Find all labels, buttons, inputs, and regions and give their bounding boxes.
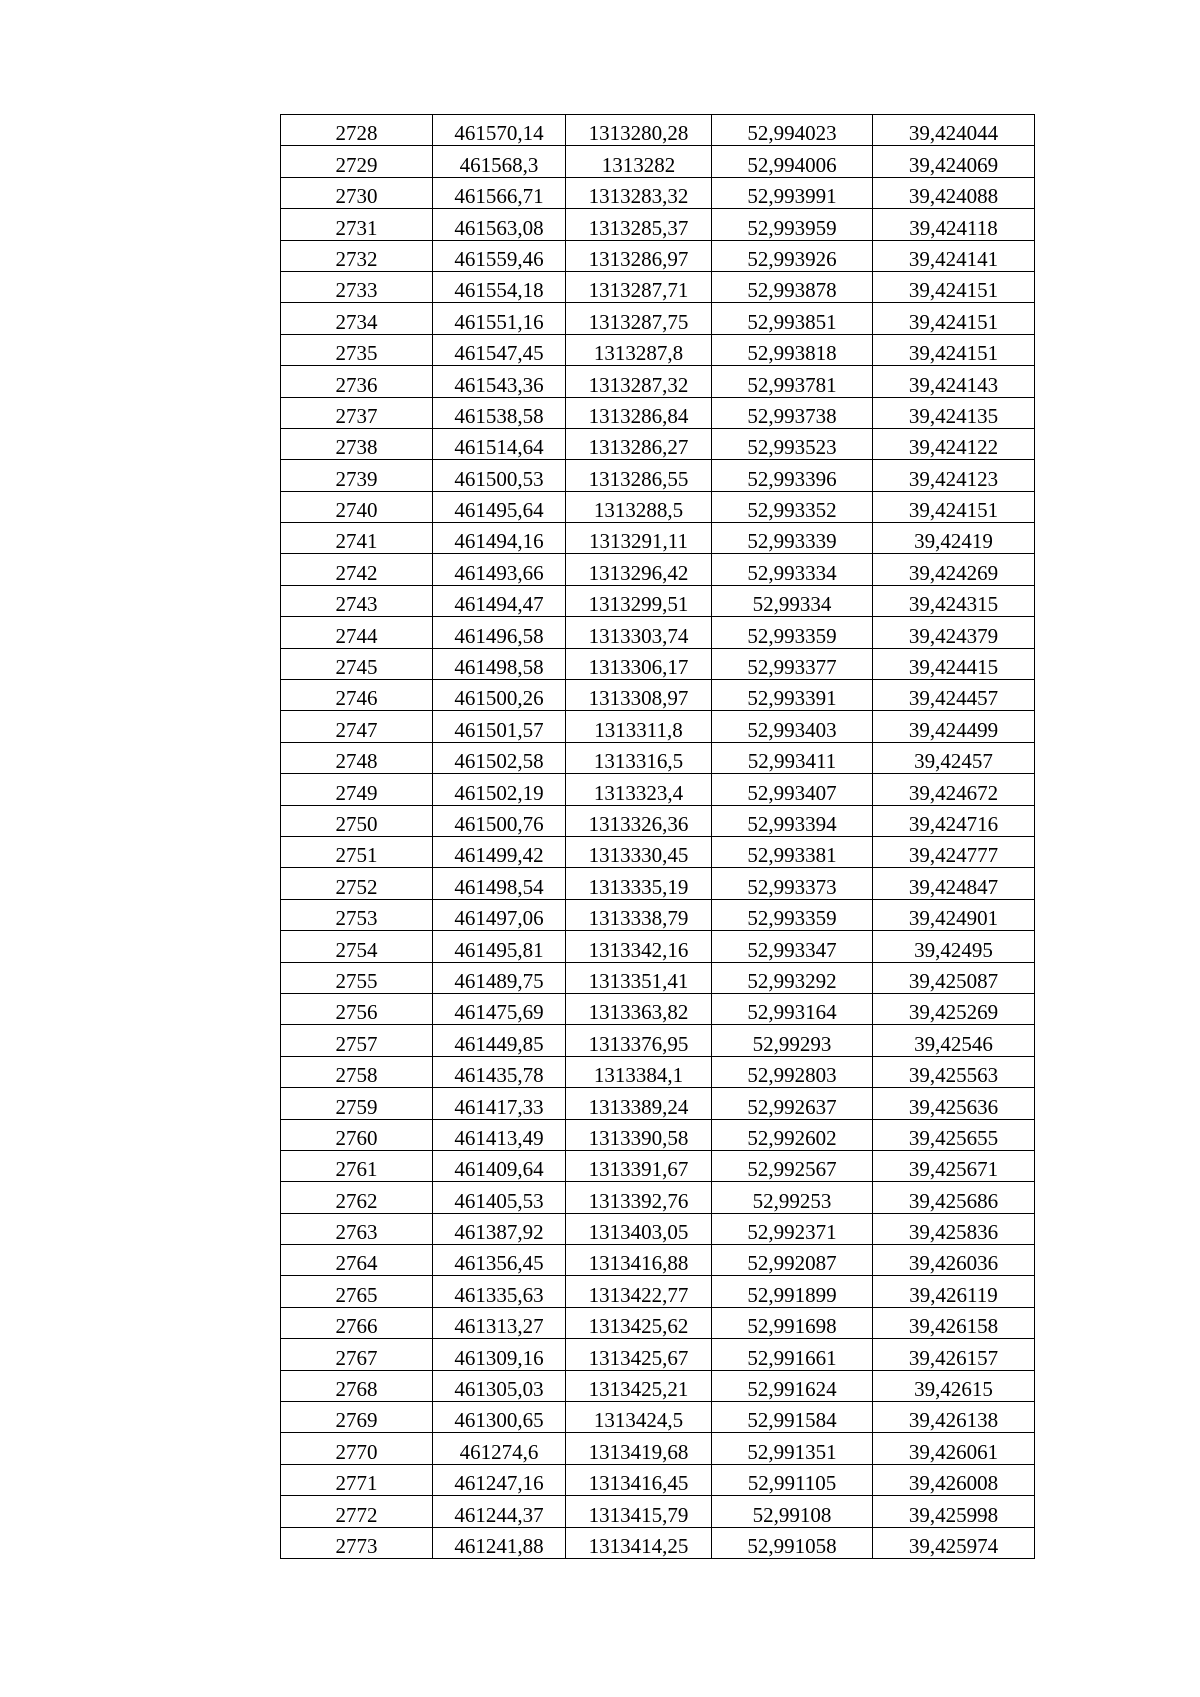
coordinates-table-body [281,115,1035,1559]
y-coordinate-cell: 1313419,68 [566,1433,712,1464]
x-coordinate-cell: 461335,63 [433,1276,566,1307]
latitude-cell: 52,992567 [712,1150,873,1181]
latitude-cell: 52,991624 [712,1370,873,1401]
point-number-cell: 2729 [281,146,433,177]
table-row [281,271,1035,302]
latitude-cell: 52,99253 [712,1182,873,1213]
table-row [281,1307,1035,1338]
x-coordinate-cell: 461475,69 [433,993,566,1024]
longitude-cell: 39,42419 [873,523,1035,554]
point-number-cell: 2750 [281,805,433,836]
table-row [281,1088,1035,1119]
latitude-cell: 52,993292 [712,962,873,993]
x-coordinate-cell: 461547,45 [433,334,566,365]
longitude-cell: 39,424847 [873,868,1035,899]
table-row [281,1276,1035,1307]
x-coordinate-cell: 461502,19 [433,774,566,805]
table-row [281,1056,1035,1087]
table-row [281,240,1035,271]
longitude-cell: 39,425686 [873,1182,1035,1213]
y-coordinate-cell: 1313416,45 [566,1464,712,1495]
table-row [281,774,1035,805]
table-row [281,1245,1035,1276]
latitude-cell: 52,99108 [712,1496,873,1527]
table-row [281,209,1035,240]
y-coordinate-cell: 1313299,51 [566,585,712,616]
x-coordinate-cell: 461313,27 [433,1307,566,1338]
longitude-cell: 39,424672 [873,774,1035,805]
y-coordinate-cell: 1313287,32 [566,366,712,397]
table-row [281,931,1035,962]
y-coordinate-cell: 1313338,79 [566,899,712,930]
table-row [281,899,1035,930]
longitude-cell: 39,42546 [873,1025,1035,1056]
point-number-cell: 2764 [281,1245,433,1276]
latitude-cell: 52,993164 [712,993,873,1024]
longitude-cell: 39,424118 [873,209,1035,240]
latitude-cell: 52,992602 [712,1119,873,1150]
latitude-cell: 52,992637 [712,1088,873,1119]
point-number-cell: 2751 [281,836,433,867]
table-row [281,585,1035,616]
longitude-cell: 39,426061 [873,1433,1035,1464]
latitude-cell: 52,993391 [712,680,873,711]
longitude-cell: 39,425836 [873,1213,1035,1244]
latitude-cell: 52,993359 [712,617,873,648]
x-coordinate-cell: 461500,26 [433,680,566,711]
longitude-cell: 39,426138 [873,1402,1035,1433]
point-number-cell: 2766 [281,1307,433,1338]
table-row [281,962,1035,993]
y-coordinate-cell: 1313376,95 [566,1025,712,1056]
point-number-cell: 2744 [281,617,433,648]
latitude-cell: 52,993359 [712,899,873,930]
y-coordinate-cell: 1313311,8 [566,711,712,742]
y-coordinate-cell: 1313422,77 [566,1276,712,1307]
latitude-cell: 52,993396 [712,460,873,491]
latitude-cell: 52,993818 [712,334,873,365]
table-row [281,115,1035,146]
y-coordinate-cell: 1313306,17 [566,648,712,679]
point-number-cell: 2748 [281,742,433,773]
point-number-cell: 2755 [281,962,433,993]
point-number-cell: 2733 [281,271,433,302]
longitude-cell: 39,424143 [873,366,1035,397]
point-number-cell: 2769 [281,1402,433,1433]
x-coordinate-cell: 461274,6 [433,1433,566,1464]
latitude-cell: 52,993403 [712,711,873,742]
point-number-cell: 2737 [281,397,433,428]
latitude-cell: 52,99293 [712,1025,873,1056]
table-row [281,711,1035,742]
point-number-cell: 2754 [281,931,433,962]
x-coordinate-cell: 461387,92 [433,1213,566,1244]
latitude-cell: 52,993959 [712,209,873,240]
x-coordinate-cell: 461309,16 [433,1339,566,1370]
longitude-cell: 39,425636 [873,1088,1035,1119]
point-number-cell: 2752 [281,868,433,899]
coordinates-table [280,114,1035,1559]
table-row [281,334,1035,365]
x-coordinate-cell: 461563,08 [433,209,566,240]
x-coordinate-cell: 461543,36 [433,366,566,397]
point-number-cell: 2731 [281,209,433,240]
y-coordinate-cell: 1313390,58 [566,1119,712,1150]
latitude-cell: 52,99334 [712,585,873,616]
x-coordinate-cell: 461498,58 [433,648,566,679]
y-coordinate-cell: 1313326,36 [566,805,712,836]
y-coordinate-cell: 1313335,19 [566,868,712,899]
x-coordinate-cell: 461500,76 [433,805,566,836]
x-coordinate-cell: 461502,58 [433,742,566,773]
latitude-cell: 52,994006 [712,146,873,177]
latitude-cell: 52,991105 [712,1464,873,1495]
latitude-cell: 52,993394 [712,805,873,836]
y-coordinate-cell: 1313303,74 [566,617,712,648]
point-number-cell: 2753 [281,899,433,930]
latitude-cell: 52,992371 [712,1213,873,1244]
point-number-cell: 2735 [281,334,433,365]
longitude-cell: 39,426008 [873,1464,1035,1495]
longitude-cell: 39,425087 [873,962,1035,993]
table-row [281,1464,1035,1495]
latitude-cell: 52,991351 [712,1433,873,1464]
latitude-cell: 52,993878 [712,271,873,302]
latitude-cell: 52,991584 [712,1402,873,1433]
table-row [281,491,1035,522]
point-number-cell: 2773 [281,1527,433,1558]
y-coordinate-cell: 1313330,45 [566,836,712,867]
point-number-cell: 2746 [281,680,433,711]
y-coordinate-cell: 1313403,05 [566,1213,712,1244]
y-coordinate-cell: 1313342,16 [566,931,712,962]
point-number-cell: 2738 [281,428,433,459]
point-number-cell: 2730 [281,177,433,208]
table-row [281,303,1035,334]
table-row [281,177,1035,208]
x-coordinate-cell: 461496,58 [433,617,566,648]
x-coordinate-cell: 461409,64 [433,1150,566,1181]
latitude-cell: 52,993411 [712,742,873,773]
x-coordinate-cell: 461494,16 [433,523,566,554]
longitude-cell: 39,424069 [873,146,1035,177]
point-number-cell: 2749 [281,774,433,805]
table-row [281,1025,1035,1056]
latitude-cell: 52,991899 [712,1276,873,1307]
latitude-cell: 52,993334 [712,554,873,585]
point-number-cell: 2770 [281,1433,433,1464]
y-coordinate-cell: 1313286,84 [566,397,712,428]
latitude-cell: 52,993373 [712,868,873,899]
table-row [281,1433,1035,1464]
y-coordinate-cell: 1313389,24 [566,1088,712,1119]
latitude-cell: 52,991058 [712,1527,873,1558]
y-coordinate-cell: 1313286,55 [566,460,712,491]
x-coordinate-cell: 461489,75 [433,962,566,993]
latitude-cell: 52,993407 [712,774,873,805]
table-row [281,1370,1035,1401]
point-number-cell: 2760 [281,1119,433,1150]
latitude-cell: 52,992087 [712,1245,873,1276]
latitude-cell: 52,993377 [712,648,873,679]
y-coordinate-cell: 1313291,11 [566,523,712,554]
y-coordinate-cell: 1313282 [566,146,712,177]
longitude-cell: 39,424088 [873,177,1035,208]
point-number-cell: 2765 [281,1276,433,1307]
x-coordinate-cell: 461493,66 [433,554,566,585]
longitude-cell: 39,425671 [873,1150,1035,1181]
y-coordinate-cell: 1313285,37 [566,209,712,240]
latitude-cell: 52,991698 [712,1307,873,1338]
point-number-cell: 2728 [281,115,433,146]
y-coordinate-cell: 1313283,32 [566,177,712,208]
table-row [281,1119,1035,1150]
point-number-cell: 2732 [281,240,433,271]
x-coordinate-cell: 461494,47 [433,585,566,616]
point-number-cell: 2772 [281,1496,433,1527]
y-coordinate-cell: 1313384,1 [566,1056,712,1087]
longitude-cell: 39,424269 [873,554,1035,585]
x-coordinate-cell: 461495,64 [433,491,566,522]
latitude-cell: 52,993781 [712,366,873,397]
x-coordinate-cell: 461497,06 [433,899,566,930]
longitude-cell: 39,424151 [873,303,1035,334]
x-coordinate-cell: 461538,58 [433,397,566,428]
y-coordinate-cell: 1313392,76 [566,1182,712,1213]
latitude-cell: 52,993523 [712,428,873,459]
longitude-cell: 39,42615 [873,1370,1035,1401]
latitude-cell: 52,993991 [712,177,873,208]
longitude-cell: 39,42495 [873,931,1035,962]
longitude-cell: 39,425998 [873,1496,1035,1527]
y-coordinate-cell: 1313286,27 [566,428,712,459]
table-row [281,1182,1035,1213]
x-coordinate-cell: 461305,03 [433,1370,566,1401]
point-number-cell: 2739 [281,460,433,491]
y-coordinate-cell: 1313414,25 [566,1527,712,1558]
longitude-cell: 39,424044 [873,115,1035,146]
x-coordinate-cell: 461514,64 [433,428,566,459]
table-row [281,146,1035,177]
point-number-cell: 2736 [281,366,433,397]
latitude-cell: 52,994023 [712,115,873,146]
point-number-cell: 2771 [281,1464,433,1495]
y-coordinate-cell: 1313280,28 [566,115,712,146]
table-row [281,617,1035,648]
latitude-cell: 52,993738 [712,397,873,428]
longitude-cell: 39,42457 [873,742,1035,773]
x-coordinate-cell: 461435,78 [433,1056,566,1087]
x-coordinate-cell: 461244,37 [433,1496,566,1527]
y-coordinate-cell: 1313416,88 [566,1245,712,1276]
x-coordinate-cell: 461405,53 [433,1182,566,1213]
x-coordinate-cell: 461356,45 [433,1245,566,1276]
table-row [281,554,1035,585]
point-number-cell: 2756 [281,993,433,1024]
table-row [281,523,1035,554]
x-coordinate-cell: 461554,18 [433,271,566,302]
point-number-cell: 2761 [281,1150,433,1181]
longitude-cell: 39,424151 [873,334,1035,365]
table-row [281,868,1035,899]
x-coordinate-cell: 461495,81 [433,931,566,962]
longitude-cell: 39,426158 [873,1307,1035,1338]
table-row [281,648,1035,679]
point-number-cell: 2757 [281,1025,433,1056]
table-row [281,993,1035,1024]
latitude-cell: 52,993851 [712,303,873,334]
table-row [281,460,1035,491]
point-number-cell: 2763 [281,1213,433,1244]
table-row [281,1527,1035,1558]
table-row [281,1213,1035,1244]
longitude-cell: 39,425655 [873,1119,1035,1150]
y-coordinate-cell: 1313425,67 [566,1339,712,1370]
y-coordinate-cell: 1313351,41 [566,962,712,993]
longitude-cell: 39,426119 [873,1276,1035,1307]
point-number-cell: 2742 [281,554,433,585]
longitude-cell: 39,424499 [873,711,1035,742]
y-coordinate-cell: 1313286,97 [566,240,712,271]
table-row [281,428,1035,459]
x-coordinate-cell: 461498,54 [433,868,566,899]
point-number-cell: 2745 [281,648,433,679]
table-row [281,742,1035,773]
table-row [281,397,1035,428]
x-coordinate-cell: 461417,33 [433,1088,566,1119]
y-coordinate-cell: 1313363,82 [566,993,712,1024]
table-row [281,1402,1035,1433]
longitude-cell: 39,424901 [873,899,1035,930]
longitude-cell: 39,425563 [873,1056,1035,1087]
latitude-cell: 52,992803 [712,1056,873,1087]
table-row [281,1150,1035,1181]
table-row [281,805,1035,836]
longitude-cell: 39,426157 [873,1339,1035,1370]
longitude-cell: 39,424135 [873,397,1035,428]
point-number-cell: 2767 [281,1339,433,1370]
point-number-cell: 2743 [281,585,433,616]
x-coordinate-cell: 461568,3 [433,146,566,177]
x-coordinate-cell: 461241,88 [433,1527,566,1558]
x-coordinate-cell: 461247,16 [433,1464,566,1495]
table-row [281,1339,1035,1370]
longitude-cell: 39,424141 [873,240,1035,271]
longitude-cell: 39,424457 [873,680,1035,711]
y-coordinate-cell: 1313296,42 [566,554,712,585]
x-coordinate-cell: 461499,42 [433,836,566,867]
y-coordinate-cell: 1313316,5 [566,742,712,773]
x-coordinate-cell: 461559,46 [433,240,566,271]
latitude-cell: 52,993339 [712,523,873,554]
y-coordinate-cell: 1313424,5 [566,1402,712,1433]
y-coordinate-cell: 1313391,67 [566,1150,712,1181]
y-coordinate-cell: 1313287,8 [566,334,712,365]
table-row [281,680,1035,711]
longitude-cell: 39,424151 [873,271,1035,302]
y-coordinate-cell: 1313323,4 [566,774,712,805]
longitude-cell: 39,425974 [873,1527,1035,1558]
point-number-cell: 2762 [281,1182,433,1213]
latitude-cell: 52,993381 [712,836,873,867]
longitude-cell: 39,424122 [873,428,1035,459]
longitude-cell: 39,424315 [873,585,1035,616]
y-coordinate-cell: 1313425,21 [566,1370,712,1401]
y-coordinate-cell: 1313287,75 [566,303,712,334]
y-coordinate-cell: 1313415,79 [566,1496,712,1527]
y-coordinate-cell: 1313425,62 [566,1307,712,1338]
y-coordinate-cell: 1313288,5 [566,491,712,522]
table-row [281,836,1035,867]
latitude-cell: 52,993926 [712,240,873,271]
longitude-cell: 39,424777 [873,836,1035,867]
x-coordinate-cell: 461300,65 [433,1402,566,1433]
longitude-cell: 39,424716 [873,805,1035,836]
point-number-cell: 2741 [281,523,433,554]
point-number-cell: 2759 [281,1088,433,1119]
longitude-cell: 39,426036 [873,1245,1035,1276]
y-coordinate-cell: 1313287,71 [566,271,712,302]
latitude-cell: 52,991661 [712,1339,873,1370]
x-coordinate-cell: 461570,14 [433,115,566,146]
x-coordinate-cell: 461449,85 [433,1025,566,1056]
longitude-cell: 39,424415 [873,648,1035,679]
longitude-cell: 39,425269 [873,993,1035,1024]
latitude-cell: 52,993347 [712,931,873,962]
y-coordinate-cell: 1313308,97 [566,680,712,711]
point-number-cell: 2758 [281,1056,433,1087]
x-coordinate-cell: 461413,49 [433,1119,566,1150]
x-coordinate-cell: 461500,53 [433,460,566,491]
longitude-cell: 39,424379 [873,617,1035,648]
latitude-cell: 52,993352 [712,491,873,522]
longitude-cell: 39,424123 [873,460,1035,491]
longitude-cell: 39,424151 [873,491,1035,522]
point-number-cell: 2740 [281,491,433,522]
table-row [281,1496,1035,1527]
point-number-cell: 2734 [281,303,433,334]
x-coordinate-cell: 461551,16 [433,303,566,334]
x-coordinate-cell: 461501,57 [433,711,566,742]
point-number-cell: 2768 [281,1370,433,1401]
x-coordinate-cell: 461566,71 [433,177,566,208]
table-row [281,366,1035,397]
point-number-cell: 2747 [281,711,433,742]
